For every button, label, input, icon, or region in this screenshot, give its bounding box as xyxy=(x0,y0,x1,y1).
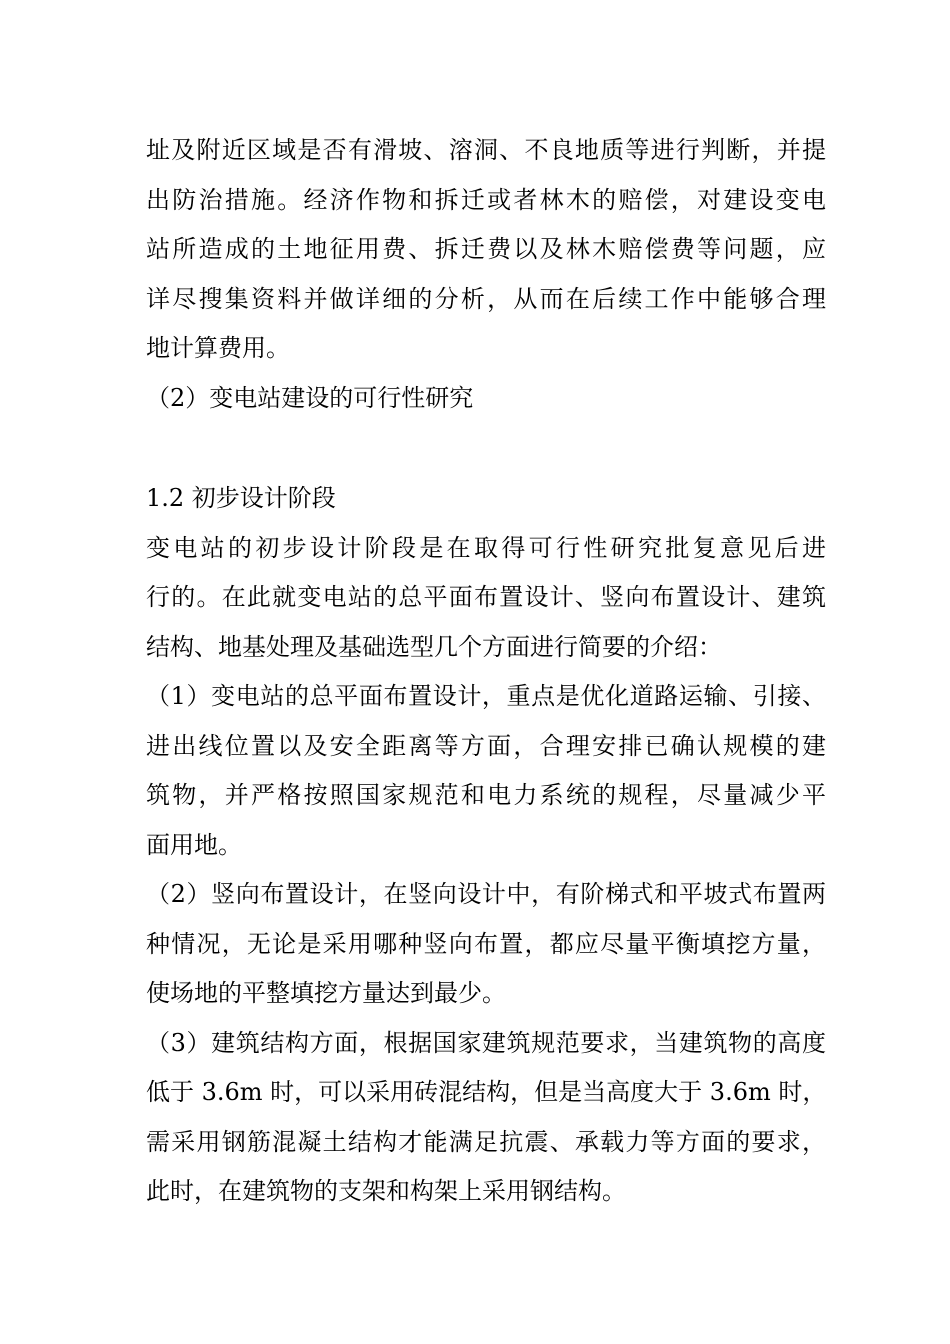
list-item-line: 使场地的平整填挖方量达到最少。 xyxy=(146,979,506,1007)
list-item-line: （2）竖向布置设计，在竖向设计中，有阶梯式和平坡式布置两 xyxy=(146,880,826,908)
paragraph-line: 详尽搜集资料并做详细的分析，从而在后续工作中能够合理 xyxy=(146,285,826,313)
list-item-line: 筑物，并严格按照国家规范和电力系统的规程，尽量减少平 xyxy=(146,781,826,809)
paragraph-line: 地计算费用。 xyxy=(146,334,290,362)
list-item-line: 需采用钢筋混凝土结构才能满足抗震、承载力等方面的要求， xyxy=(146,1128,826,1156)
paragraph-line: 行的。在此就变电站的总平面布置设计、竖向布置设计、建筑 xyxy=(146,583,826,611)
list-item-line: 低于 3.6m 时，可以采用砖混结构，但是当高度大于 3.6m 时， xyxy=(146,1078,827,1106)
list-item-line: 此时，在建筑物的支架和构架上采用钢结构。 xyxy=(146,1177,626,1205)
list-item-line: （1）变电站的总平面布置设计，重点是优化道路运输、引接、 xyxy=(146,682,826,710)
paragraph-line: 站所造成的土地征用费、拆迁费以及林木赔偿费等问题，应 xyxy=(146,235,826,263)
subsection-title: （2）变电站建设的可行性研究 xyxy=(146,384,474,412)
paragraph-line: 址及附近区域是否有滑坡、溶洞、不良地质等进行判断，并提 xyxy=(146,136,826,164)
section-heading: 1.2 初步设计阶段 xyxy=(146,484,336,512)
paragraph-line: 变电站的初步设计阶段是在取得可行性研究批复意见后进 xyxy=(146,534,826,562)
list-item-line: （3）建筑结构方面，根据国家建筑规范要求，当建筑物的高度 xyxy=(146,1029,826,1057)
paragraph-line: 出防治措施。经济作物和拆迁或者林木的赔偿，对建设变电 xyxy=(146,186,826,214)
list-item-line: 种情况，无论是采用哪种竖向布置，都应尽量平衡填挖方量， xyxy=(146,930,826,958)
list-item-line: 进出线位置以及安全距离等方面，合理安排已确认规模的建 xyxy=(146,732,826,760)
paragraph-line: 结构、地基处理及基础选型几个方面进行简要的介绍： xyxy=(146,633,722,661)
list-item-line: 面用地。 xyxy=(146,831,242,859)
